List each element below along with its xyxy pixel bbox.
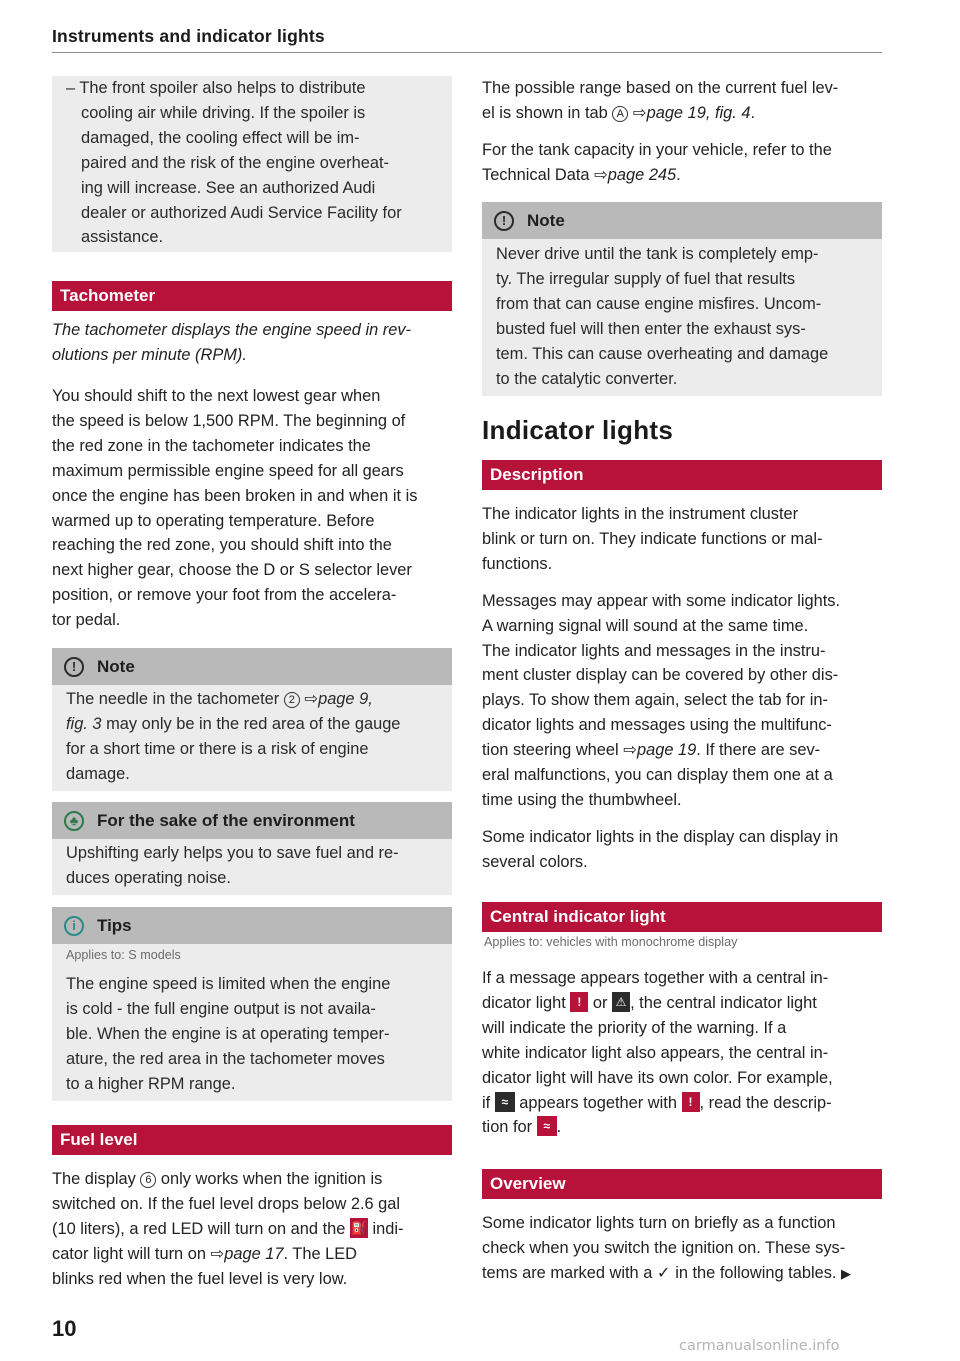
red-warning-icon: !	[570, 992, 588, 1012]
tachometer-heading-text: Tachometer	[60, 286, 156, 305]
tacho-body-line: reaching the red zone, you should shift into the	[52, 536, 392, 555]
spoiler-line-5: ing will increase. See an authorized Audi	[81, 178, 376, 197]
tips-title: Tips	[97, 915, 132, 935]
description-heading-text: Description	[490, 465, 584, 484]
fuel-line-1	[52, 1167, 452, 1192]
desc-p3-line: Some indicator lights in the display can display in	[482, 827, 839, 846]
page-ref-link[interactable]: ⇨page 19, fig. 4	[628, 103, 751, 122]
tank-line-2a: Technical Data	[482, 165, 595, 184]
tips-line: is cold - the full engine output is not availa-	[66, 999, 376, 1018]
fuel-line-4	[52, 1242, 452, 1267]
fuel-line-1b: only works when the ignition is	[156, 1170, 383, 1188]
environment-line-2: duces operating noise.	[66, 868, 231, 887]
note-line: Never drive until the tank is completely emp-	[496, 245, 819, 263]
note-line-1	[66, 687, 438, 712]
fig-ref-link[interactable]: fig. 3	[66, 714, 102, 733]
note-body	[52, 685, 452, 791]
spoiler-line-7: assistance.	[81, 228, 163, 247]
tacho-body-line: the speed is below 1,500 RPM. The beginning of	[52, 411, 406, 430]
overview-line-3a: tems are marked with a	[482, 1263, 657, 1282]
tips-line: to a higher RPM range.	[66, 1074, 236, 1093]
fuel-line-2: switched on. If the fuel level drops below 2.6 gal	[52, 1194, 401, 1213]
environment-body	[52, 839, 452, 895]
overview-heading	[482, 1169, 882, 1199]
warning-circle-icon: !	[64, 657, 84, 677]
central-line-4: white indicator light also appears, the central in-	[482, 1043, 829, 1062]
central-line-6c: , read the descrip-	[699, 1093, 832, 1112]
tips-header	[52, 907, 452, 944]
overview-line: check when you switch the ignition on. These sys-	[482, 1238, 846, 1257]
fuel-line-3	[52, 1217, 452, 1242]
tachometer-intro-line-2: olutions per minute (RPM).	[52, 345, 247, 364]
central-line-7b: .	[556, 1118, 562, 1137]
note-line: from that can cause engine misfires. Uncom-	[496, 294, 822, 313]
tachometer-heading	[52, 281, 452, 311]
spoiler-line-1: – The front spoiler also helps to distribute	[66, 79, 366, 97]
page-header-title: Instruments and indicator lights	[52, 26, 325, 46]
central-applies: Applies to: vehicles with monochrome display	[484, 935, 738, 949]
note-line: busted fuel will then enter the exhaust sys-	[496, 319, 806, 338]
note-line-2	[66, 712, 438, 737]
desc-p2-line-7	[482, 738, 882, 763]
tacho-body-line: warmed up to operating temperature. Before	[52, 511, 375, 530]
tacho-body-line: position, or remove your foot from the accelera-	[52, 586, 397, 605]
note-title: Note	[527, 210, 565, 230]
tacho-body-line: maximum permissible engine speed for all gears	[52, 461, 404, 480]
description-heading	[482, 460, 882, 490]
desc-p2-line-7b: . If there are sev-	[696, 741, 821, 760]
oil-can-icon: ≈	[537, 1116, 557, 1136]
tips-box	[52, 907, 452, 1101]
header-divider	[52, 52, 882, 53]
info-icon: i	[64, 916, 84, 936]
note-line: tem. This can cause overheating and damage	[496, 344, 829, 363]
tips-line: The engine speed is limited when the engine	[66, 975, 391, 993]
environment-title: For the sake of the environment	[97, 810, 355, 830]
desc-p1-line: functions.	[482, 554, 553, 573]
tips-applies: Applies to: S models	[66, 948, 181, 962]
desc-p2-line: time using the thumbwheel.	[482, 790, 682, 809]
tachometer-intro-line-1: The tachometer displays the engine speed in rev-	[52, 321, 411, 339]
central-line-2c: , the central indicator light	[630, 993, 817, 1012]
note-line: to the catalytic converter.	[496, 369, 678, 388]
tachometer-intro	[52, 318, 452, 368]
tacho-body-line: once the engine has been broken in and when it is	[52, 486, 418, 505]
note-header	[52, 648, 452, 685]
indicator-lights-heading: Indicator lights	[482, 415, 674, 445]
note-line-3: for a short time or there is a risk of engine	[66, 739, 369, 758]
checkmark-icon: ✓	[656, 1263, 671, 1282]
tips-body	[52, 944, 452, 1101]
continue-arrow-icon[interactable]: ▶	[841, 1265, 852, 1281]
note-body	[482, 239, 882, 396]
tree-icon: ♣	[64, 811, 84, 831]
tips-line: ble. When the engine is at operating temper-	[66, 1024, 390, 1043]
range-text	[482, 76, 882, 126]
fuel-line-3b: indi-	[367, 1219, 404, 1238]
overview-heading-text: Overview	[490, 1174, 566, 1193]
note-line-2-text: may only be in the red area of the gauge	[101, 714, 401, 733]
page-ref-link[interactable]: ⇨page 245	[594, 165, 677, 184]
tacho-body-line: next higher gear, choose the D or S selector lever	[52, 561, 412, 580]
central-line-6b: appears together with	[514, 1093, 682, 1112]
note-line-1-text: The needle in the tachometer	[66, 690, 284, 708]
page-ref-link[interactable]: ⇨page 9,	[304, 690, 373, 708]
page-number: 10	[52, 1316, 77, 1341]
range-line-2a: el is shown in tab	[482, 103, 613, 122]
overview-line-3	[482, 1261, 882, 1287]
range-line-1: The possible range based on the current fuel lev-	[482, 79, 839, 97]
tacho-note-box	[52, 648, 452, 791]
central-line-7a: tion for	[482, 1118, 537, 1137]
desc-p2-line: dicator lights and messages using the multifunc-	[482, 716, 832, 735]
desc-p2-line: ment cluster display can be covered by other dis-	[482, 666, 839, 685]
fuel-level-body	[52, 1167, 452, 1292]
note-header	[482, 202, 882, 239]
page-ref-link[interactable]: ⇨page 19	[623, 741, 697, 760]
central-line-2	[482, 991, 882, 1016]
central-indicator-heading	[482, 902, 882, 932]
central-line-6	[482, 1091, 882, 1116]
tachometer-body	[52, 384, 452, 633]
desc-p1-line: The indicator lights in the instrument cluster	[482, 505, 799, 523]
tank-line-1: For the tank capacity in your vehicle, refer to the	[482, 141, 832, 159]
fuel-line-4a: cator light will turn on	[52, 1244, 211, 1263]
page-ref-link[interactable]: ⇨page 17	[210, 1244, 284, 1263]
overview-line-3b: in the following tables.	[670, 1263, 842, 1282]
spoiler-line-3: damaged, the cooling effect will be im-	[81, 128, 360, 147]
warning-circle-icon: !	[494, 211, 514, 231]
desc-p2-line: eral malfunctions, you can display them one at a	[482, 766, 833, 785]
overview-line: Some indicator lights turn on briefly as a function	[482, 1214, 836, 1232]
central-line-3: will indicate the priority of the warning. If a	[482, 1018, 787, 1037]
fuel-note-box	[482, 202, 882, 396]
central-line-5: dicator light will have its own color. For example,	[482, 1068, 833, 1087]
tank-line-2	[482, 163, 882, 188]
note-line-4: damage.	[66, 764, 130, 783]
range-line-2	[482, 101, 882, 126]
desc-p2-line: plays. To show them again, select the tab for in-	[482, 691, 828, 710]
tank-text	[482, 138, 882, 188]
desc-p2-line: Messages may appear with some indicator lights.	[482, 591, 841, 610]
watermark: carmanualsonline.info	[679, 1338, 840, 1354]
fuel-line-5: blinks red when the fuel level is very low.	[52, 1269, 348, 1288]
fuel-line-3a: (10 liters), a red LED will turn on and the	[52, 1219, 350, 1238]
marker-a: A	[612, 106, 628, 122]
fuel-pump-icon: ⛽	[350, 1218, 368, 1238]
desc-p2-line: The indicator lights and messages in the instru-	[482, 641, 826, 660]
central-body	[482, 966, 882, 1140]
tacho-body-line: the red zone in the tachometer indicates the	[52, 436, 371, 455]
tacho-body-line: tor pedal.	[52, 611, 121, 630]
marker-6: 6	[140, 1172, 156, 1188]
central-line-7	[482, 1115, 882, 1140]
tacho-body-line: You should shift to the next lowest gear when	[52, 387, 381, 405]
environment-header	[52, 802, 452, 839]
spoiler-line-6: dealer or authorized Audi Service Facility for	[81, 203, 402, 222]
central-line-2b: or	[588, 993, 613, 1012]
red-warning-icon: !	[682, 1092, 700, 1112]
range-line-2b: .	[750, 103, 756, 122]
spoiler-note-box	[52, 76, 452, 252]
central-indicator-heading-text: Central indicator light	[490, 907, 666, 926]
note-line: ty. The irregular supply of fuel that results	[496, 269, 796, 288]
note-title: Note	[97, 656, 135, 676]
desc-p2-line: A warning signal will sound at the same time.	[482, 616, 809, 635]
overview-body	[482, 1211, 882, 1287]
fuel-level-heading	[52, 1125, 452, 1155]
tips-line: ature, the red area in the tachometer moves	[66, 1049, 385, 1068]
marker-2: 2	[284, 692, 300, 708]
environment-box	[52, 802, 452, 895]
tank-line-2b: .	[676, 165, 681, 184]
desc-p2-line-7a: tion steering wheel	[482, 741, 624, 760]
central-line-6a: if	[482, 1093, 495, 1112]
central-line-2a: dicator light	[482, 993, 571, 1012]
fuel-line-4b: . The LED	[283, 1244, 357, 1263]
environment-line-1: Upshifting early helps you to save fuel and re-	[66, 844, 399, 862]
oil-can-icon: ≈	[495, 1092, 515, 1112]
spoiler-line-2: cooling air while driving. If the spoiler is	[81, 103, 366, 122]
central-line-1: If a message appears together with a central in-	[482, 969, 829, 987]
yellow-warning-icon: ⚠	[612, 992, 630, 1012]
description-body	[482, 502, 882, 875]
fuel-line-1a: The display	[52, 1170, 141, 1188]
desc-p1-line: blink or turn on. They indicate functions or mal-	[482, 529, 823, 548]
fuel-level-heading-text: Fuel level	[60, 1130, 138, 1149]
desc-p3-line: several colors.	[482, 852, 588, 871]
spoiler-line-4: paired and the risk of the engine overheat-	[81, 153, 389, 172]
